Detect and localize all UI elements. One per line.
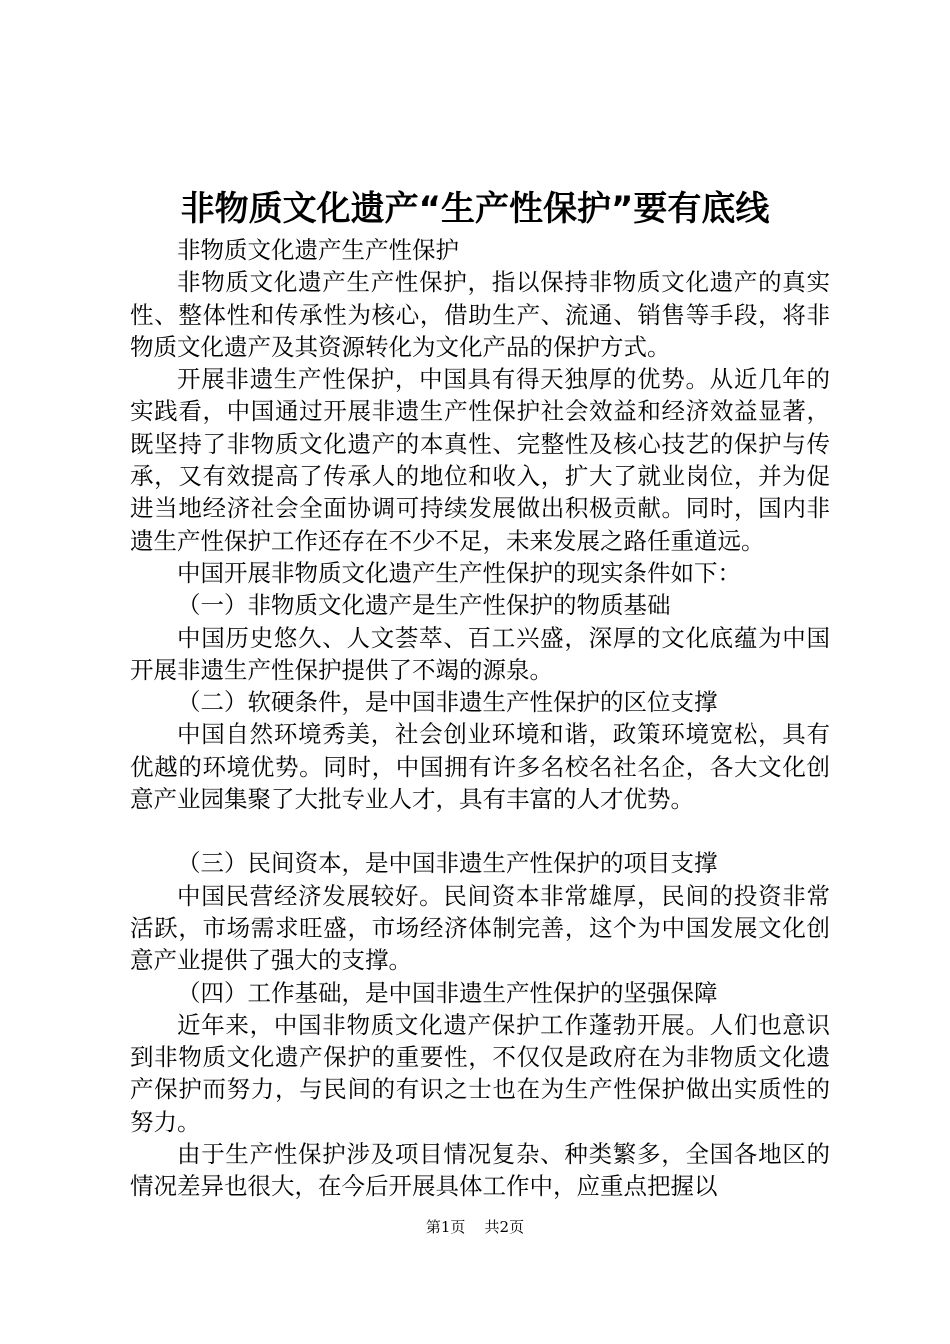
heading-section-2: （二）软硬条件，是中国非遗生产性保护的区位支撑 xyxy=(177,688,718,717)
heading-section-3: （三）民间资本，是中国非遗生产性保护的项目支撑 xyxy=(177,849,718,878)
document-body xyxy=(130,234,830,1203)
paragraph-section-4: 近年来，中国非物质文化遗产保护工作蓬勃开展。人们也意识到非物质文化遗产保护的重要性，不仅仅是政府在为非物质文化遗产保护而努力，与民间的有识之士也在为生产性保护做出实质性的努力。 xyxy=(130,1010,830,1136)
heading-section-1: （一）非物质文化遗产是生产性保护的物质基础 xyxy=(177,591,671,620)
paragraph-conditions-intro: 中国开展非物质文化遗产生产性保护的现实条件如下： xyxy=(177,558,741,587)
paragraph-advantages: 开展非遗生产性保护，中国具有得天独厚的优势。从近几年的实践看，中国通过开展非遗生产性保护社会效益和经济效益显著，既坚持了非物质文化遗产的本真性、完整性及核心技艺的保护与传承，又有效提高了传承人的地位和收入，扩大了就业岗位，并为促进当地经济社会全面协调可持续发展做出积极贡献。同时，国内非遗生产性保护工作还存在不少不足，未来发展之路任重道远。 xyxy=(130,365,830,555)
paragraph-section-3: 中国民营经济发展较好。民间资本非常雄厚，民间的投资非常活跃，市场需求旺盛，市场经济体制完善，这个为中国发展文化创意产业提供了强大的支撑。 xyxy=(130,881,830,975)
paragraph-definition: 非物质文化遗产生产性保护，指以保持非物质文化遗产的真实性、整体性和传承性为核心，借助生产、流通、销售等手段，将非物质文化遗产及其资源转化为文化产品的保护方式。 xyxy=(130,268,830,361)
page-total: 共2页 xyxy=(484,1218,525,1236)
page-footer xyxy=(0,1217,950,1237)
page-number: 第1页 xyxy=(425,1218,466,1236)
paragraph-section-1: 中国历史悠久、人文荟萃、百工兴盛，深厚的文化底蕴为中国开展非遗生产性保护提供了不竭的源泉。 xyxy=(130,623,830,684)
page-separator xyxy=(470,1218,480,1236)
paragraph-section-2: 中国自然环境秀美，社会创业环境和谐，政策环境宽松，具有优越的环境优势。同时，中国拥有许多名校名社名企，各大文化创意产业园集聚了大批专业人才，具有丰富的人才优势。 xyxy=(130,720,830,814)
paragraph-subtitle: 非物质文化遗产生产性保护 xyxy=(177,236,459,264)
heading-section-4: （四）工作基础，是中国非遗生产性保护的坚强保障 xyxy=(177,978,718,1007)
paragraph-closing: 由于生产性保护涉及项目情况复杂、种类繁多，全国各地区的情况差异也很大，在今后开展具体工作中，应重点把握以 xyxy=(130,1140,830,1201)
document-title: 非物质文化遗产“生产性保护”要有底线 xyxy=(180,189,770,229)
